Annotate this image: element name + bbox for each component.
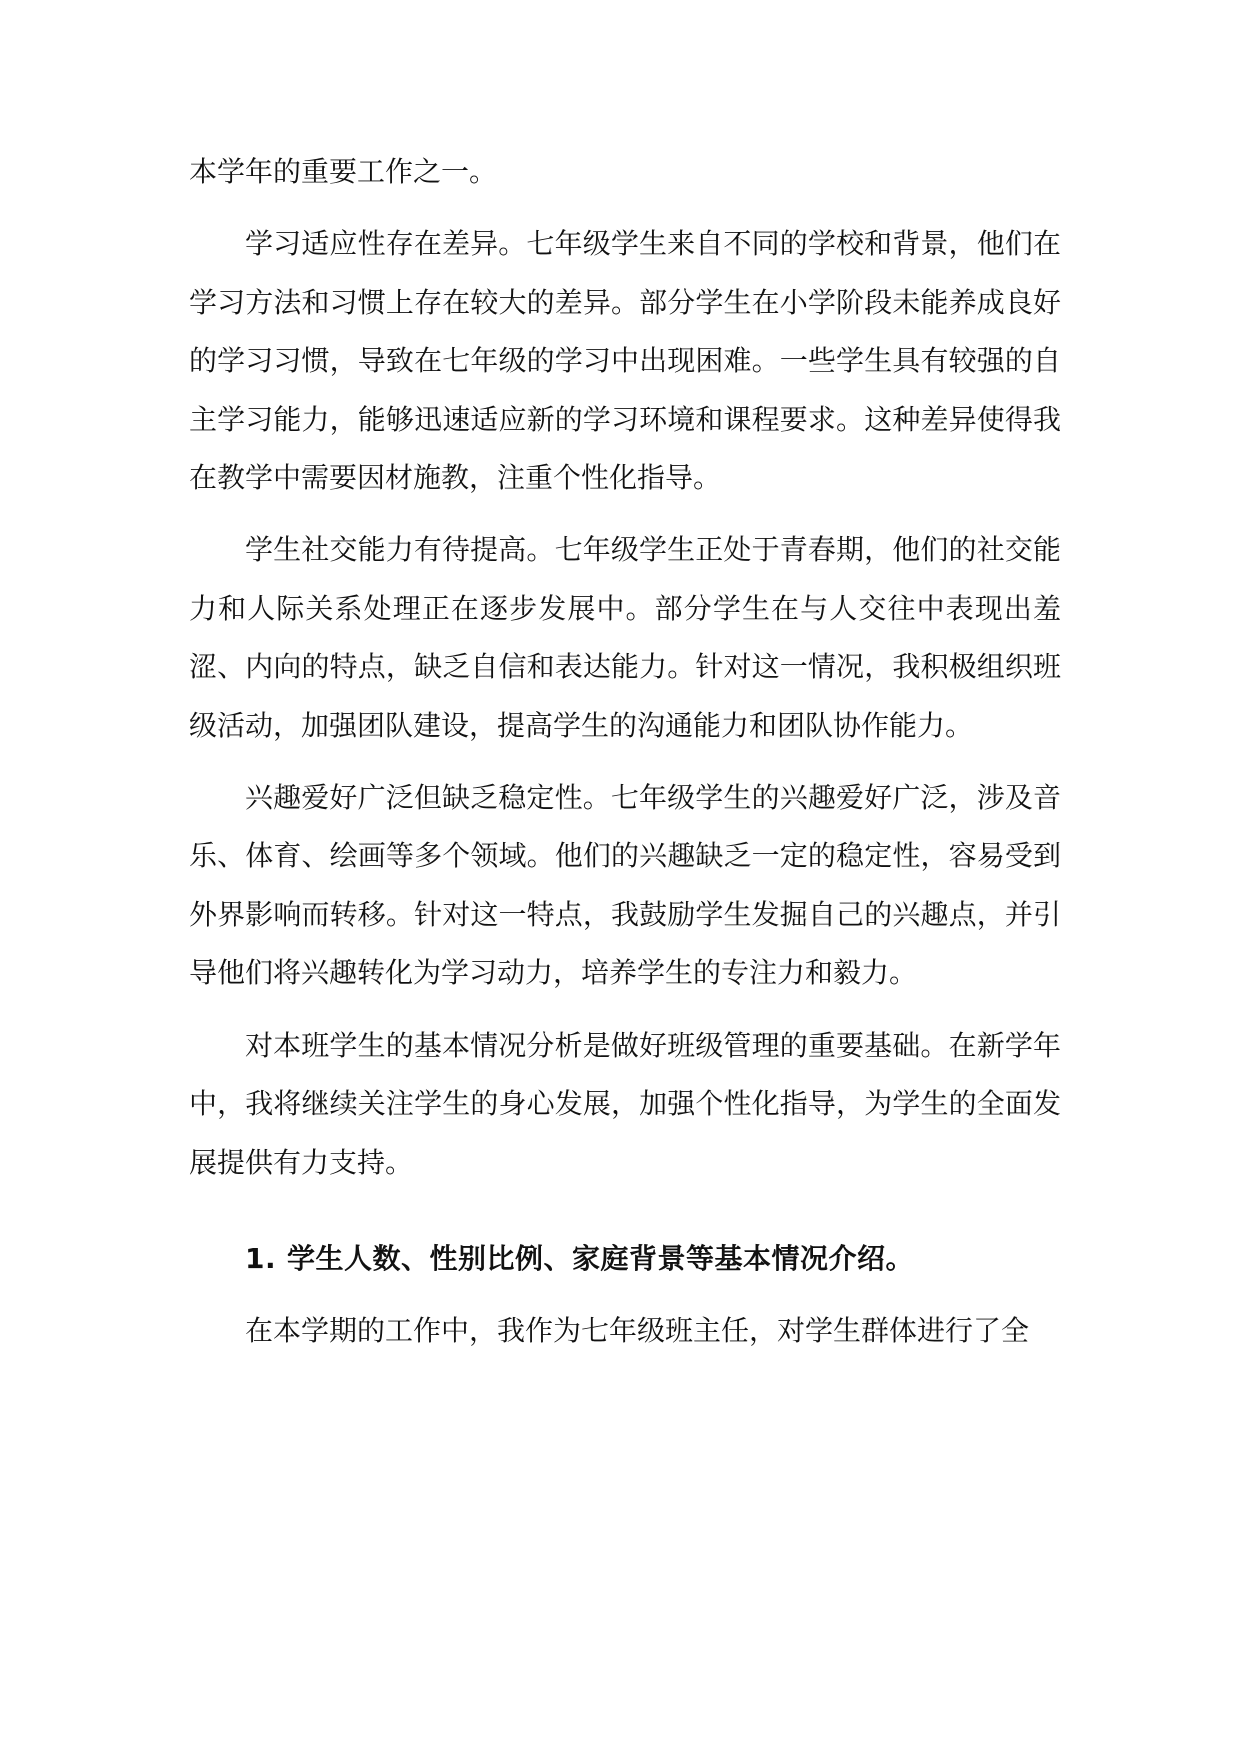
paragraph-interests: 兴趣爱好广泛但缺乏稳定性。七年级学生的兴趣爱好广泛，涉及音乐、体育、绘画等多个领域。他们的兴趣缺乏一定的稳定性，容易受到外界影响而转移。针对这一特点，我鼓励学生发掘自己的兴趣点，并引导他们将兴趣转化为学习动力，培养学生的专注力和毅力。 [189, 781, 1061, 990]
section-heading [189, 1230, 1061, 1288]
section-heading-text: 学生人数、性别比例、家庭背景等基本情况介绍。 [287, 1241, 915, 1275]
paragraph-social-ability: 学生社交能力有待提高。七年级学生正处于青春期，他们的社交能力和人际关系处理正在逐步发展中。部分学生在与人交往中表现出羞涩、内向的特点，缺乏自信和表达能力。针对这一情况，我积极组织班级活动，加强团队建设，提高学生的沟通能力和团队协作能力。 [189, 533, 1061, 742]
paragraph-continuation: 本学年的重要工作之一。 [189, 155, 498, 188]
paragraph-section-intro: 在本学期的工作中，我作为七年级班主任，对学生群体进行了全 [245, 1314, 1030, 1348]
paragraph-learning-adaptability: 学习适应性存在差异。七年级学生来自不同的学校和背景，他们在学习方法和习惯上存在较大的差异。部分学生在小学阶段未能养成良好的学习习惯，导致在七年级的学习中出现困难。一些学生具有较强的自主学习能力，能够迅速适应新的学习环境和课程要求。这种差异使得我在教学中需要因材施教，注重个性化指导。 [189, 227, 1061, 495]
document-body [189, 143, 1061, 1375]
paragraph-summary: 对本班学生的基本情况分析是做好班级管理的重要基础。在新学年中，我将继续关注学生的身心发展，加强个性化指导，为学生的全面发展提供有力支持。 [189, 1028, 1061, 1179]
section-heading-number: 1. [245, 1241, 277, 1275]
